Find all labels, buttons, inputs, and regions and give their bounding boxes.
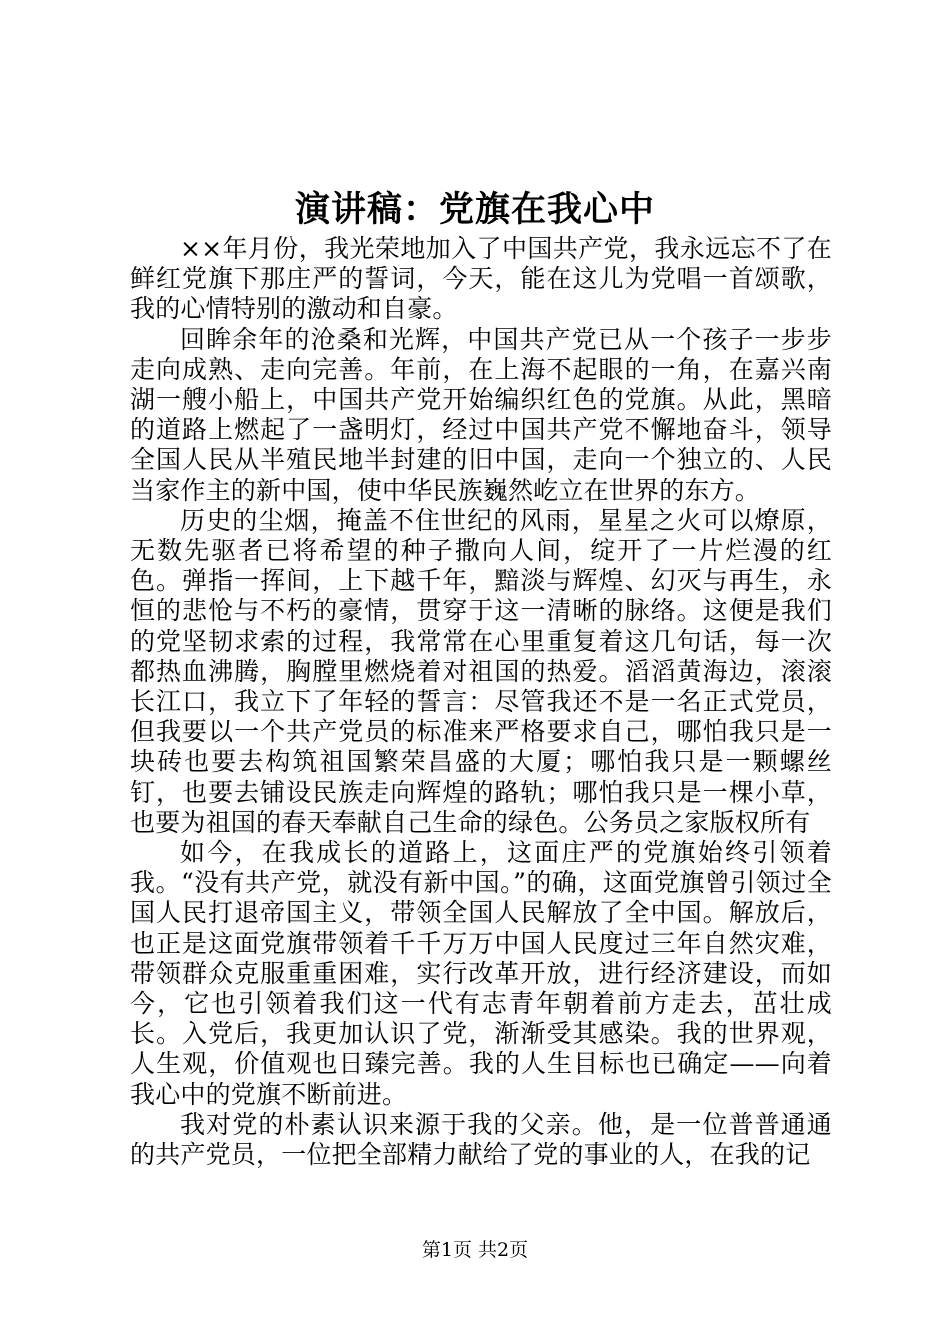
paragraph-1: ××年月份，我光荣地加入了中国共产党，我永远忘不了在鲜红党旗下那庄严的誓词，今天，能在这儿为党唱一首颂歌，我的心情特别的激动和自豪。 <box>130 234 832 324</box>
page-footer: 第1页 共2页 <box>421 1239 529 1261</box>
paragraph-5: 我对党的朴素认识来源于我的父亲。他，是一位普普通通的共产党员，一位把全部精力献给了党的事业的人，在我的记 <box>130 1109 832 1170</box>
paragraph-3: 历史的尘烟，掩盖不住世纪的风雨，星星之火可以燎原，无数先驱者已将希望的种子撒向人间，绽开了一片烂漫的红色。弹指一挥间，上下越千年，黯淡与辉煌、幻灭与再生，永恒的悲怆与不朽的豪情，贯穿于这一清晰的脉络。这便是我们的党坚韧求索的过程，我常常在心里重复着这几句话，每一次都热血沸腾，胸膛里燃烧着对祖国的热爱。滔滔黄海边，滚滚长江口，我立下了年轻的誓言：尽管我还不是一名正式党员，但我要以一个共产党员的标准来严格要求自己，哪怕我只是一块砖也要去构筑祖国繁荣昌盛的大厦；哪怕我只是一颗螺丝钉，也要去铺设民族走向辉煌的路轨；哪怕我只是一棵小草，也要为祖国的春天奉献自己生命的绿色。公务员之家版权所有 <box>130 505 832 837</box>
document-body <box>130 234 832 1170</box>
document-title: 演讲稿：党旗在我心中 <box>294 189 655 230</box>
paragraph-2: 回眸余年的沧桑和光辉，中国共产党已从一个孩子一步步走向成熟、走向完善。年前，在上海不起眼的一角，在嘉兴南湖一艘小船上，中国共产党开始编织红色的党旗。从此，黑暗的道路上燃起了一盏明灯，经过中国共产党不懈地奋斗，领导全国人民从半殖民地半封建的旧中国，走向一个独立的、人民当家作主的新中国，使中华民族巍然屹立在世界的东方。 <box>130 324 832 505</box>
paragraph-4: 如今，在我成长的道路上，这面庄严的党旗始终引领着我。“没有共产党，就没有新中国。”的确，这面党旗曾引领过全国人民打退帝国主义，带领全国人民解放了全中国。解放后，也正是这面党旗带领着千千万万中国人民度过三年自然灾难，带领群众克服重重困难，实行改革开放，进行经济建设，而如今，它也引领着我们这一代有志青年朝着前方走去，茁壮成长。入党后，我更加认识了党，渐渐受其感染。我的世界观，人生观，价值观也日臻完善。我的人生目标也已确定——向着我心中的党旗不断前进。 <box>130 838 832 1109</box>
